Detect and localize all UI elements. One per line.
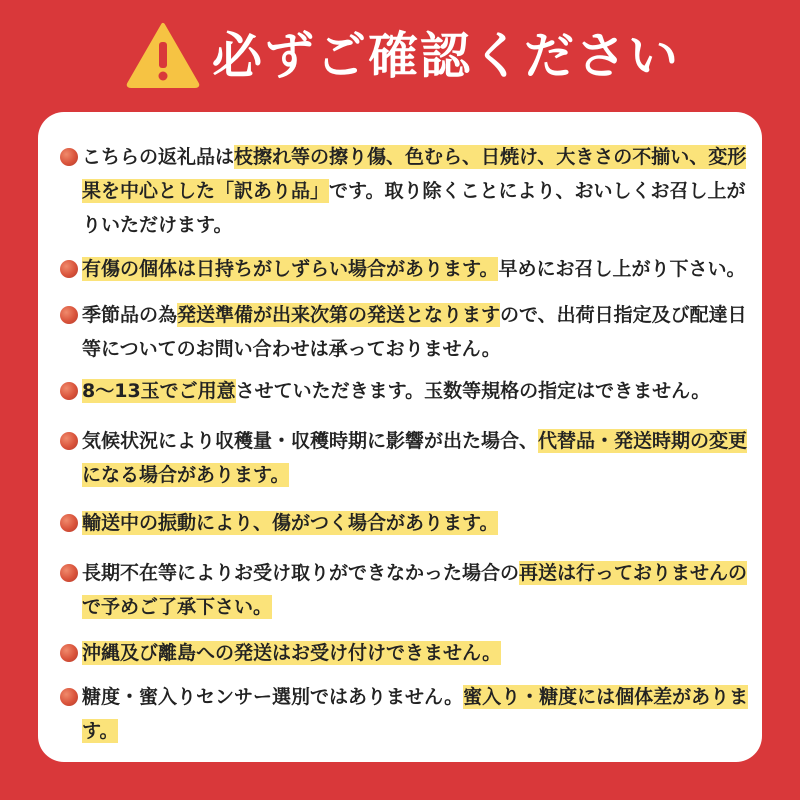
plain-text: ので、出荷日指定及び配達日等についてのお問い合わせは承っておりません。: [82, 304, 747, 360]
plain-text: 季節品の為: [82, 304, 178, 326]
plain-text: です。取り除くことにより、おいしくお召し上がりいただけます。: [82, 180, 746, 236]
notice-item: [60, 556, 752, 624]
bullet-icon: [60, 564, 78, 582]
notice-text: [82, 252, 752, 286]
header: [0, 0, 800, 110]
highlighted-text: 蜜入り・糖度には個体差があります。: [82, 686, 749, 742]
notice-text: [82, 298, 752, 366]
plain-text: こちらの返礼品は: [82, 146, 235, 168]
notice-item: [60, 140, 752, 242]
warning-triangle-icon: [126, 22, 200, 88]
notice-text: [82, 556, 752, 624]
plain-text: 長期不在等によりお受け取りができなかった場合の: [82, 562, 520, 584]
highlighted-text: 有傷の個体は日持ちがしずらい場合があります。: [82, 258, 499, 280]
highlighted-text: 輸送中の振動により、傷がつく場合があります。: [82, 512, 499, 534]
notice-text: [82, 374, 752, 408]
notice-text: [82, 680, 752, 748]
notice-item: [60, 424, 752, 492]
plain-text: 気候状況により収穫量・収穫時期に影響が出た場合、: [82, 430, 539, 452]
bullet-icon: [60, 514, 78, 532]
plain-text: 早めにお召し上がり下さい。: [498, 258, 746, 280]
notice-item: [60, 374, 752, 408]
notice-item: [60, 680, 752, 748]
notice-item: [60, 636, 752, 670]
notice-text: [82, 140, 752, 242]
highlighted-text: 沖縄及び離島への発送はお受け付けできません。: [82, 642, 502, 664]
highlighted-text: 代替品・発送時期の変更になる場合があります。: [82, 430, 748, 486]
notice-item: [60, 298, 752, 366]
bullet-icon: [60, 382, 78, 400]
notice-item: [60, 506, 752, 540]
notice-item: [60, 252, 752, 286]
notice-text: [82, 636, 752, 670]
highlighted-text: 再送は行っておりませんので予めご了承下さい。: [82, 562, 748, 618]
bullet-icon: [60, 644, 78, 662]
highlighted-text: 発送準備が出来次第の発送となります: [177, 304, 501, 326]
bullet-icon: [60, 688, 78, 706]
highlighted-text: 8～13玉でご用意: [82, 380, 236, 402]
page-title: 必ずご確認ください: [212, 27, 680, 85]
notice-text: [82, 506, 752, 540]
bullet-icon: [60, 148, 78, 166]
highlighted-text: 枝擦れ等の擦り傷、色むら、日焼け、大きさの不揃い、変形果を中心とした「訳あり品」: [82, 146, 747, 202]
bullet-icon: [60, 306, 78, 324]
plain-text: 糖度・蜜入りセンサー選別ではありません。: [82, 686, 464, 708]
notice-text: [82, 424, 752, 492]
notice-card: [38, 112, 762, 762]
plain-text: させていただきます。玉数等規格の指定はできません。: [235, 380, 711, 402]
bullet-icon: [60, 260, 78, 278]
bullet-icon: [60, 432, 78, 450]
